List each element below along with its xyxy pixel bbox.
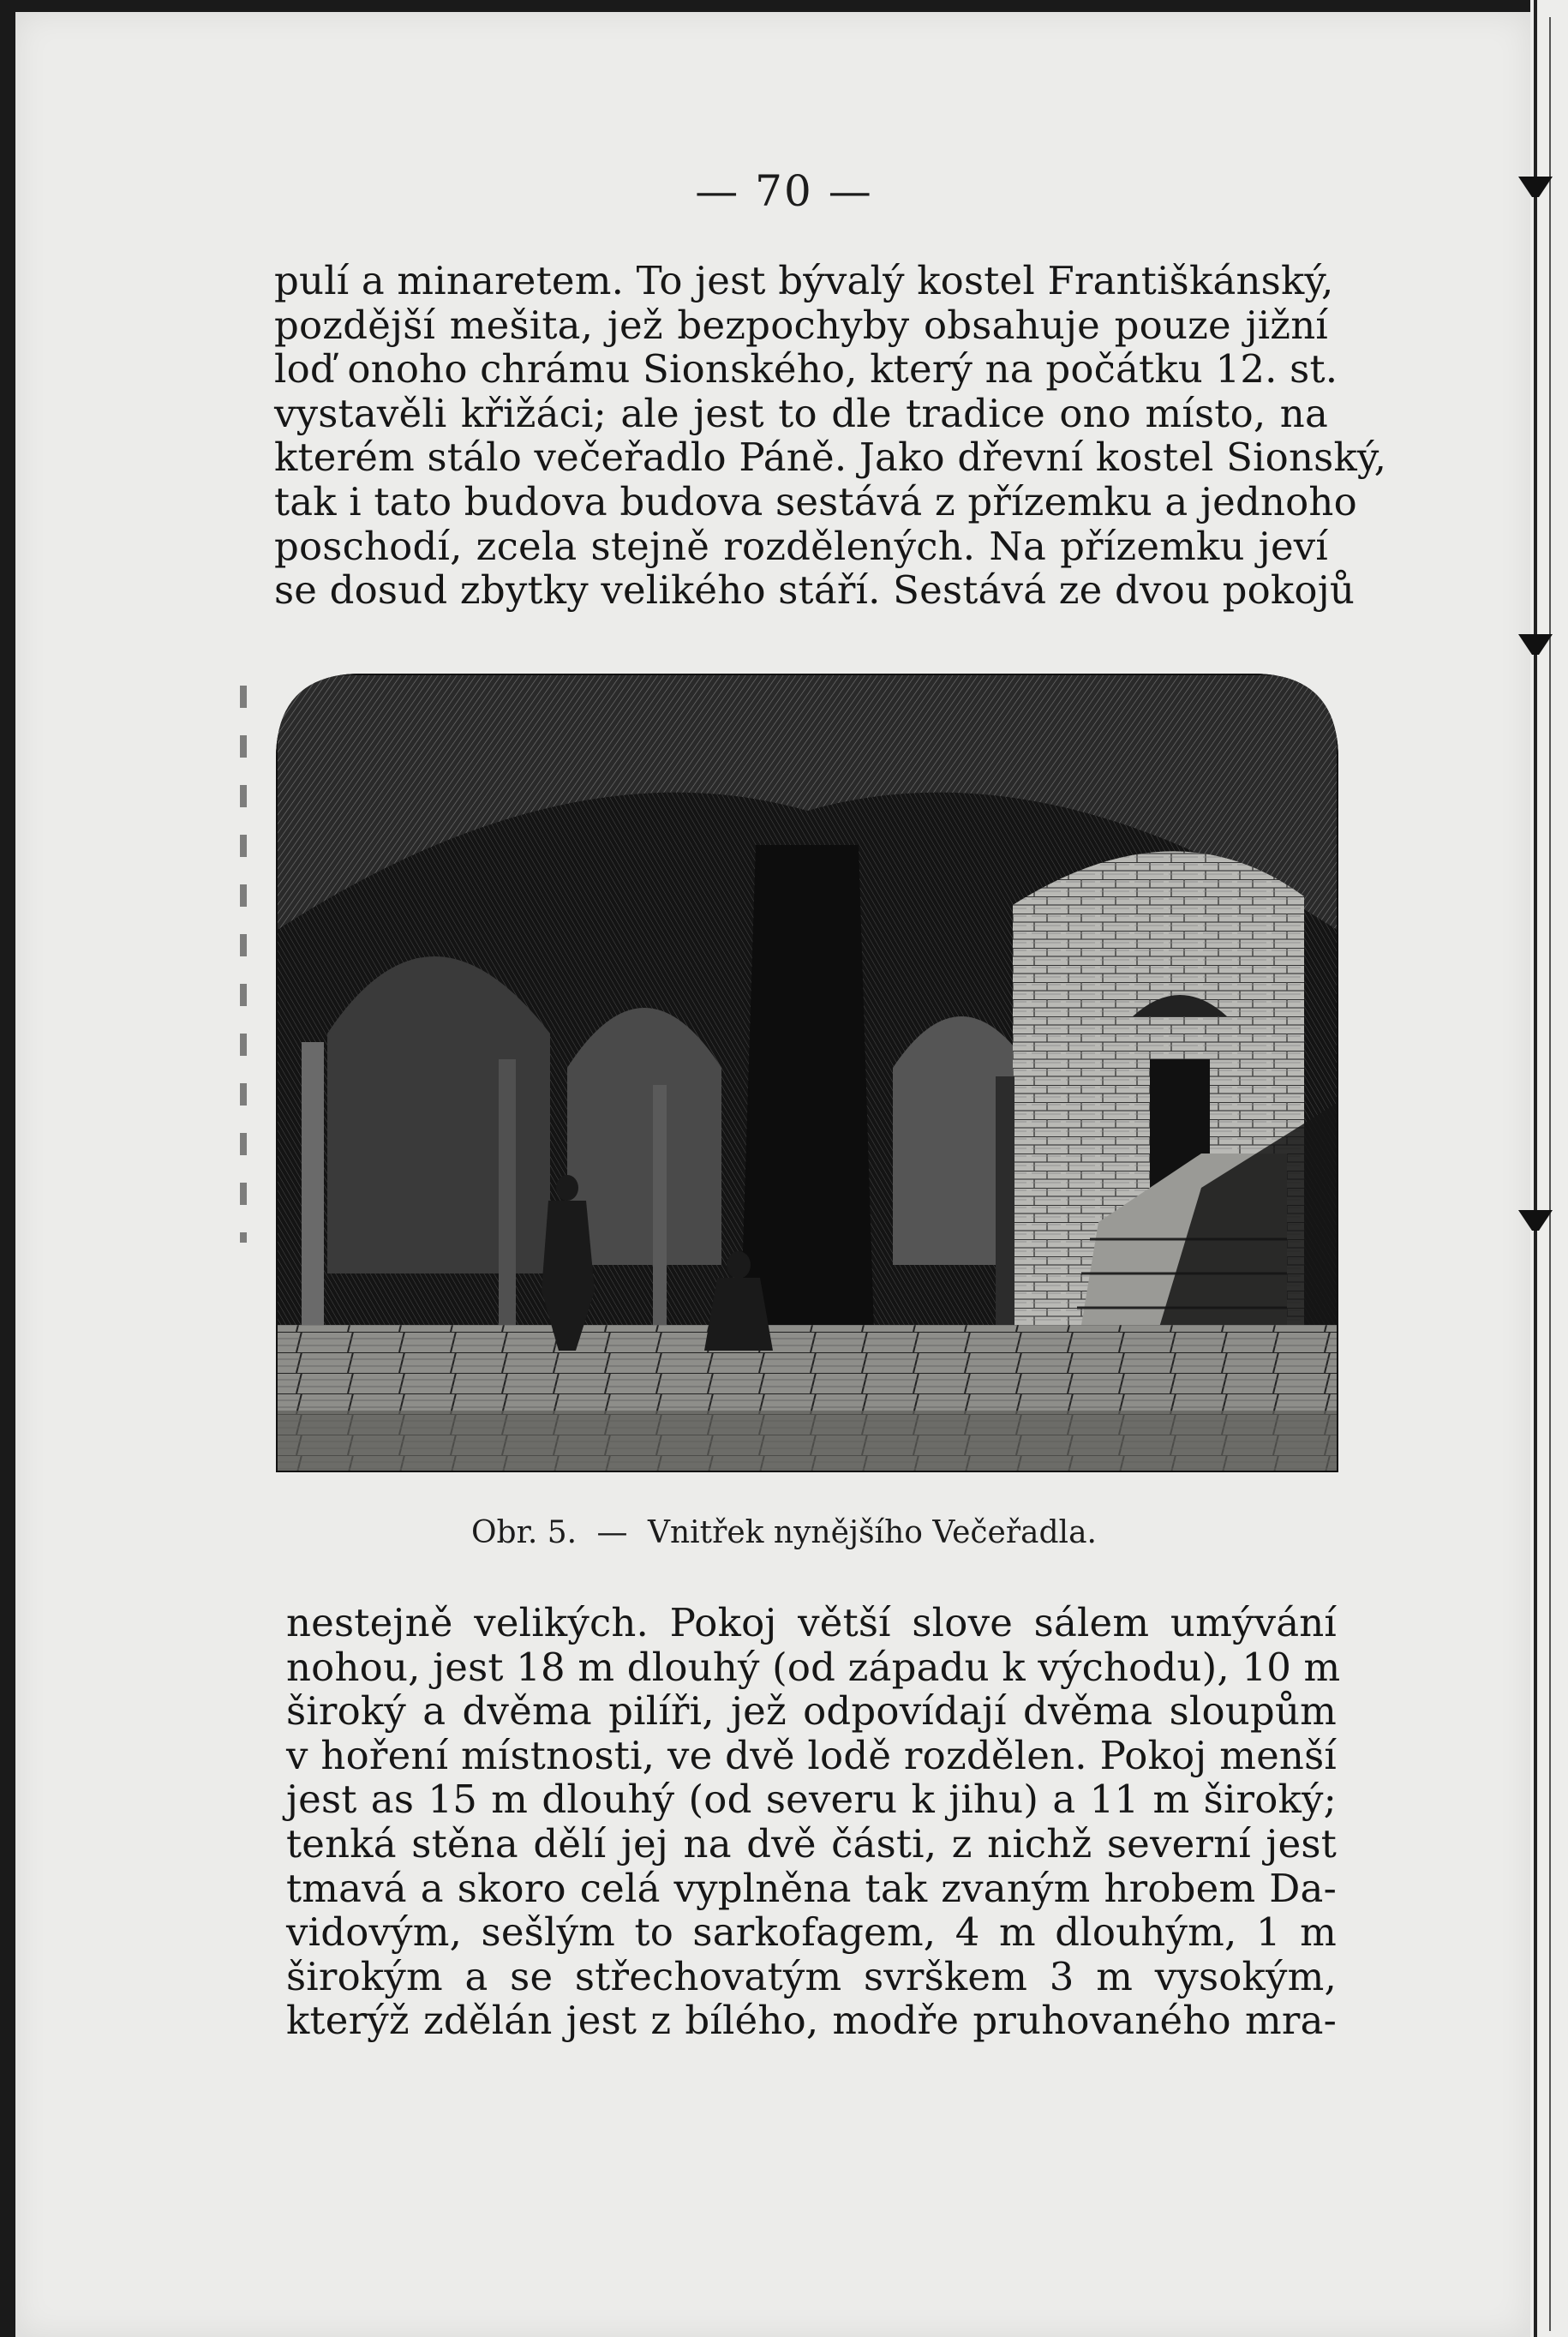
text-line: vidovým, sešlým to sarkofagem, 4 m dlouhým, 1 m bbox=[286, 1909, 1337, 1956]
text-line: v hoření místnosti, ve dvě lodě rozdělen. Pokoj menší bbox=[286, 1732, 1337, 1778]
text-line: široký a dvěma pilíři, jež odpovídají dvěma sloupům bbox=[286, 1688, 1337, 1735]
text-line: nestejně velikých. Pokoj větší slove sálem umývání bbox=[286, 1600, 1337, 1645]
text-line: širokým a se střechovatým svrškem 3 m vysokým, bbox=[286, 1953, 1337, 1999]
text-line: poschodí, zcela stejně rozdělených. Na přízemku jeví bbox=[274, 523, 1328, 569]
text-line: se dosud zbytky velikého stáří. Sestává ze dvou pokojů bbox=[274, 567, 1356, 614]
text-line: tmavá a skoro celá vyplněna tak zvaným hrobem Da- bbox=[286, 1865, 1337, 1911]
bottom-paragraph bbox=[286, 1600, 1341, 2044]
margin-marks bbox=[240, 686, 247, 1243]
figure-caption bbox=[0, 1515, 1568, 1550]
text-line: kterém stálo večeřadlo Páně. Jako dřevní kostel Sionský, bbox=[274, 434, 1387, 481]
text-line: pulí a minaretem. To jest bývalý kostel Františkánský, bbox=[274, 258, 1334, 303]
page-number: — 70 — bbox=[695, 166, 873, 216]
engraving-illustration bbox=[276, 674, 1338, 1472]
text-line: vystavěli křižáci; ale jest to dle tradice ono místo, na bbox=[274, 390, 1328, 436]
text-line: tak i tato budova budova sestává z přízemku a jednoho bbox=[274, 478, 1357, 524]
text-line: tenká stěna dělí jej na dvě části, z nichž severní jest bbox=[286, 1820, 1337, 1867]
text-line: kterýž zdělán jest z bílého, modře pruhovaného mra- bbox=[286, 1998, 1337, 2044]
spine-edge-line bbox=[1534, 0, 1537, 2337]
cenacle-interior-engraving bbox=[276, 674, 1338, 1472]
caption-title: Vnitřek nynějšího Večeřadla. bbox=[647, 1515, 1097, 1550]
text-line: jest as 15 m dlouhý (od severu k jihu) a 11 m široký; bbox=[286, 1777, 1337, 1823]
spine-inner-line bbox=[1549, 17, 1551, 2331]
text-line: nohou, jest 18 m dlouhý (od západu k východu), 10 m bbox=[286, 1644, 1341, 1690]
top-paragraph bbox=[274, 258, 1387, 614]
caption-dash: — bbox=[596, 1515, 628, 1550]
text-line: pozdější mešita, jež bezpochyby obsahuje pouze jižní bbox=[274, 302, 1328, 348]
caption-number: Obr. 5. bbox=[471, 1515, 578, 1550]
text-line: loď onoho chrámu Sionského, který na počátku 12. st. bbox=[274, 346, 1338, 392]
